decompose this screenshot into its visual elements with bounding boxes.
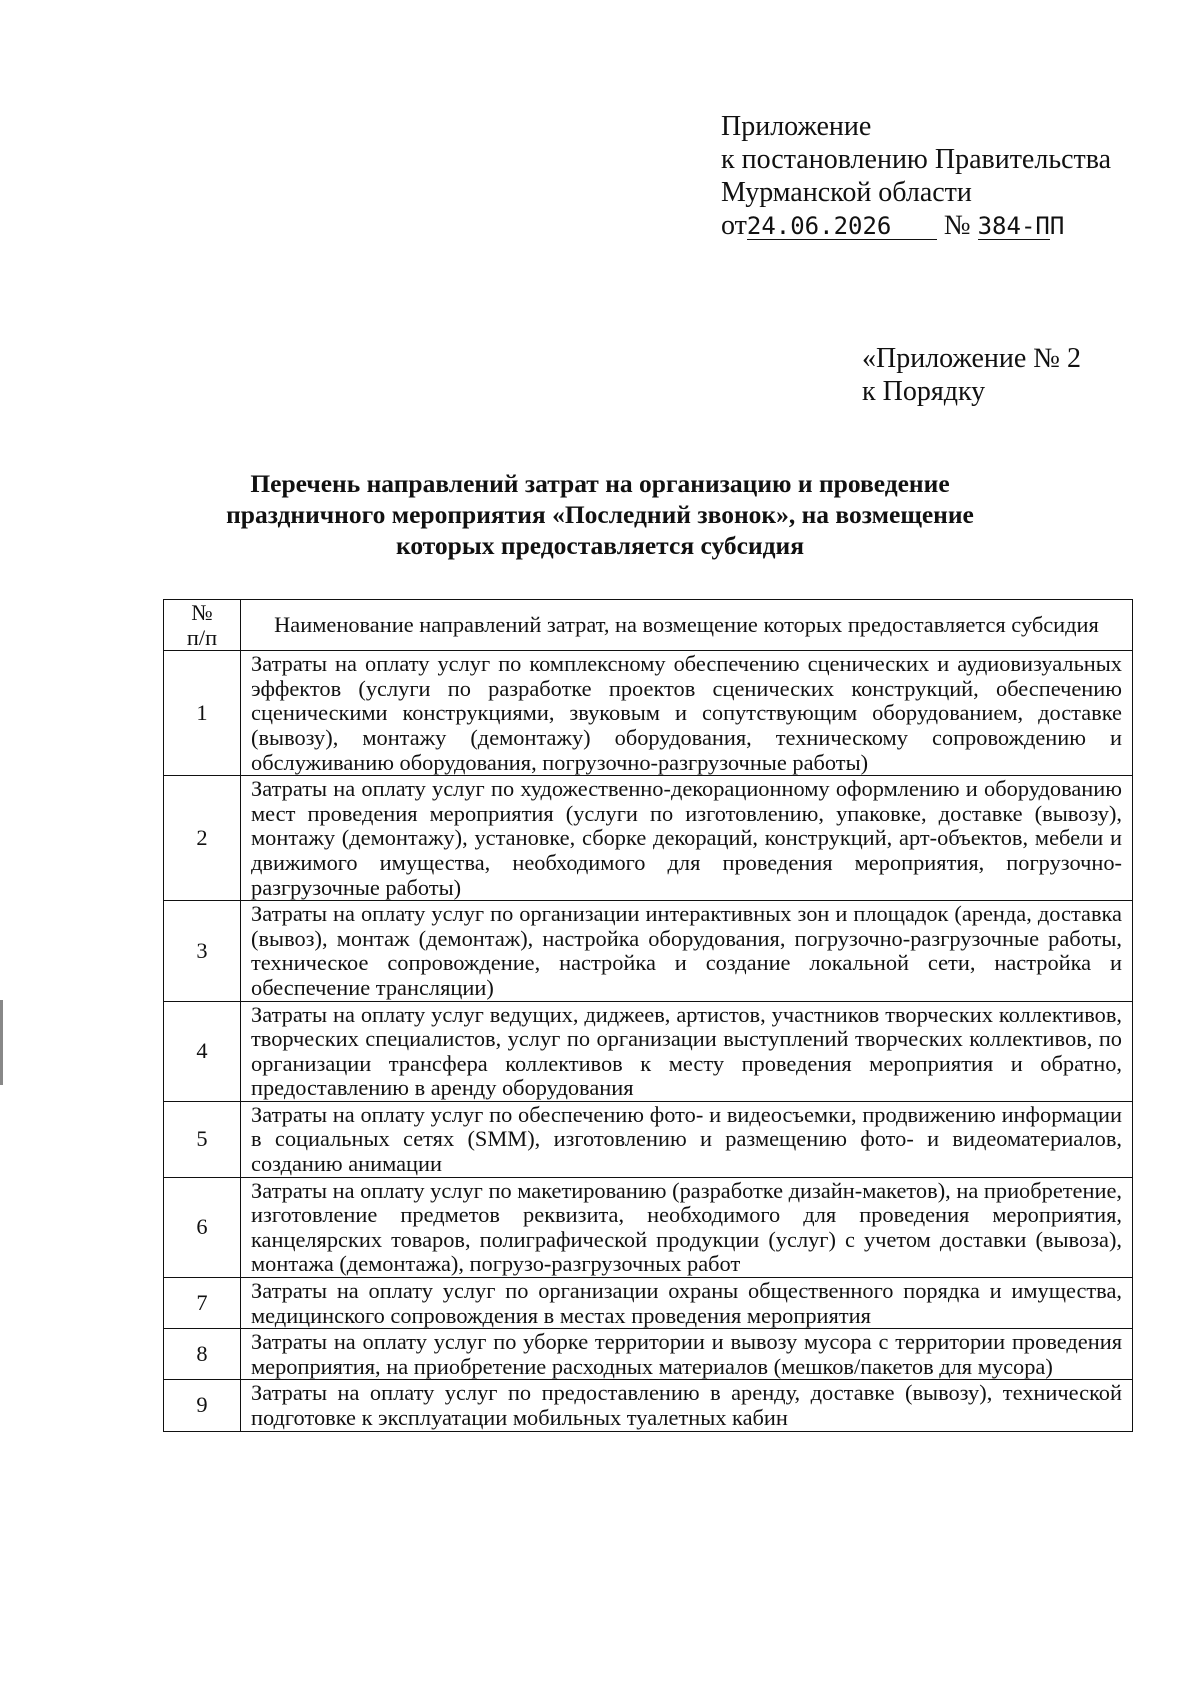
appendix-2-line-1: «Приложение № 2: [862, 343, 1081, 374]
table-row: [164, 1001, 1133, 1101]
row-description: Затраты на оплату услуг по организации интерактивных зон и площадок (аренда, доставка (вывоз), монтаж (демонтаж), настройка оборудования, погрузочно-разгрузочные работы, техническое сопровождение, настройка и создание локальной сети, настройка и обеспечение трансляции): [241, 901, 1133, 1001]
row-number: 2: [164, 776, 241, 901]
row-description: Затраты на оплату услуг по уборке территории и вывозу мусора с территории проведения мероприятия, на приобретение расходных материалов (мешков/пакетов для мусора): [241, 1329, 1133, 1380]
table-row: [164, 1380, 1133, 1431]
header-date-line: [721, 209, 1111, 242]
table-row: [164, 651, 1133, 776]
document-title: [150, 468, 1050, 561]
appendix-2-header: [862, 342, 1081, 408]
appendix-2-line-2: к Порядку: [862, 376, 986, 407]
row-number: 7: [164, 1278, 241, 1329]
row-description: Затраты на оплату услуг по макетированию (разработке дизайн-макетов), на приобретение, изготовление предметов реквизита, необходимого для проведения мероприятия, канцелярских товаров, полиграфической продукции (услуг) с учетом доставки (вывоза), монтажа (демонтажа), погрузо-разгрузочных работ: [241, 1177, 1133, 1277]
table-row: [164, 1278, 1133, 1329]
header-line-3: Мурманской области: [721, 177, 972, 208]
row-number: 9: [164, 1380, 241, 1431]
row-number: 4: [164, 1001, 241, 1101]
column-header-number-line-2: п/п: [186, 624, 218, 650]
title-line-2: праздничного мероприятия «Последний звонок», на возмещение: [226, 500, 974, 529]
appendix-header: [721, 110, 1111, 242]
row-number: 3: [164, 901, 241, 1001]
column-header-number: [164, 600, 241, 651]
title-line-1: Перечень направлений затрат на организацию и проведение: [250, 469, 950, 498]
row-description: Затраты на оплату услуг ведущих, диджеев, артистов, участников творческих коллективов, творческих специалистов, услуг по организации выступлений творческих коллективов, по организации трансфера коллективов к месту проведения мероприятия и обратно, предоставлению в аренду оборудования: [241, 1001, 1133, 1101]
row-description: Затраты на оплату услуг по организации охраны общественного порядка и имущества, медицинского сопровождения в местах проведения мероприятия: [241, 1278, 1133, 1329]
header-line-2: к постановлению Правительства: [721, 144, 1112, 175]
table-row: [164, 1101, 1133, 1177]
number-field: [977, 212, 1065, 240]
scan-edge-mark: [0, 1000, 3, 1085]
table-row: [164, 1177, 1133, 1277]
table-row: [164, 901, 1133, 1001]
number-prefix: №: [943, 210, 971, 241]
row-number: 6: [164, 1177, 241, 1277]
row-description: Затраты на оплату услуг по комплексному обеспечению сценических и аудиовизуальных эффектов (услуги по разработке проектов сценических конструкций, обеспечению сценическими конструкциями, звуковым и сопутствующим оборудованием, доставке (вывозу), монтажу (демонтажу) оборудования, техническому сопровождению и обслуживанию оборудования, погрузочно-разгрузочные работы): [241, 651, 1133, 776]
number-value: 384-ПП: [977, 212, 1065, 240]
date-field: [747, 213, 937, 240]
header-line-1: Приложение: [721, 111, 872, 142]
table-row: [164, 776, 1133, 901]
date-value: 24.06.2026: [746, 212, 892, 240]
row-number: 5: [164, 1101, 241, 1177]
row-number: 1: [164, 651, 241, 776]
cost-directions-table: [163, 599, 1133, 1432]
column-header-name: Наименование направлений затрат, на возмещение которых предоставляется субсидия: [241, 600, 1133, 651]
row-number: 8: [164, 1329, 241, 1380]
title-line-3: которых предоставляется субсидия: [395, 531, 805, 560]
row-description: Затраты на оплату услуг по художественно-декорационному оформлению и оборудованию мест проведения мероприятия (услуги по изготовлению, упаковке, доставке (вывозу), монтажу (демонтажу), установке, сборке декораций, конструкций, арт-объектов, мебели и движимого имущества, необходимого для проведения мероприятия, погрузочно-разгрузочные работы): [241, 776, 1133, 901]
column-header-number-line-1: №: [191, 600, 213, 625]
date-prefix: от: [721, 210, 747, 241]
table-header-row: [164, 600, 1133, 651]
table-row: [164, 1329, 1133, 1380]
row-description: Затраты на оплату услуг по предоставлению в аренду, доставке (вывозу), технической подготовке к эксплуатации мобильных туалетных кабин: [241, 1380, 1133, 1431]
row-description: Затраты на оплату услуг по обеспечению фото- и видеосъемки, продвижению информации в социальных сетях (SMM), изготовлению и размещению фото- и видеоматериалов, созданию анимации: [241, 1101, 1133, 1177]
